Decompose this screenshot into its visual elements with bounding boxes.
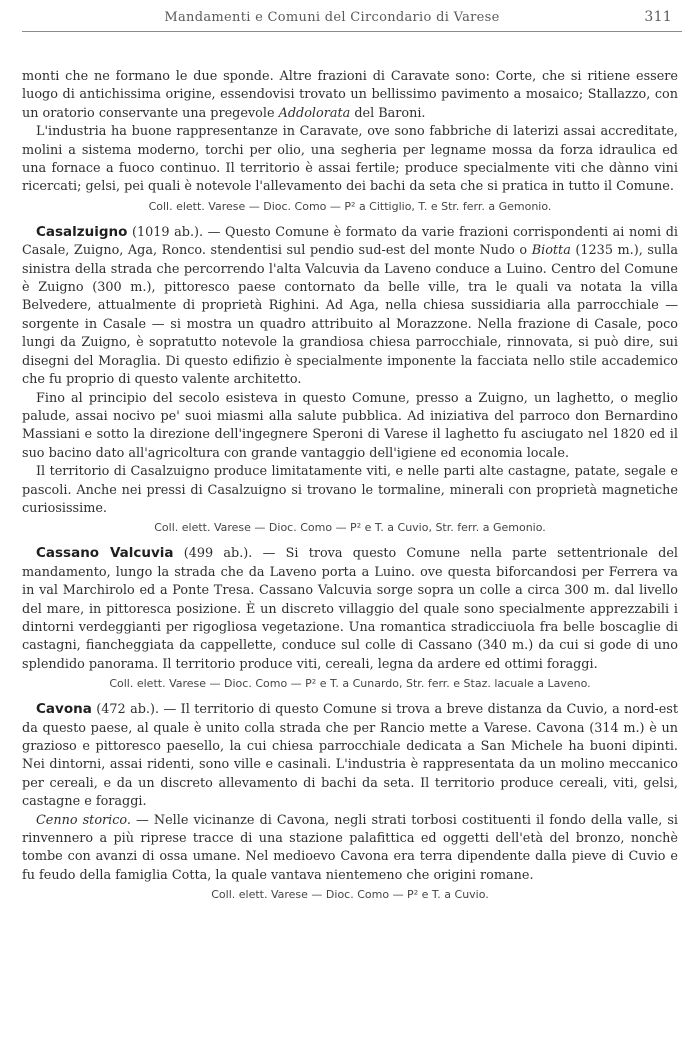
italic-text: Biotta	[531, 243, 571, 259]
page-number: 311	[644, 9, 672, 25]
page-body	[22, 68, 678, 909]
paragraph	[22, 812, 678, 886]
text-run: (499 ab.). — Si trova questo Comune nella parte settentrionale del mandamento, lungo la strada che da Laveno porta a Luino. ove questa biforcandosi per Ferrera va in val Marchirolo ed a Ponte Tresa. Cassano Valcuvia sorge sopra un colle a circa 300 m. dal livello del mare, in pittoresca posizione. È un discreto villaggio del quale sono specialmente apprezzabili i dintorni verdeggianti per rigogliosa vegetazione. Una romantica stradicciuola fra belle boscaglie di castagni, fiancheggiata da cappellette, conduce sul colle di Cassano (340 m.) da cui si gode di uno splendido panorama. Il territorio produce viti, cereali, legna da ardere ed ottimi foraggi.	[22, 546, 678, 672]
paragraph: L'industria ha buone rappresentanze in Caravate, ove sono fabbriche di laterizi assai accreditate, molini a sistema moderno, torchi per olio, una segheria per legname mossa da forza idraulica ed una fornace a fuoco continuo. Il territorio è assai fertile; produce specialmente viti che dànno vini ricercati; gelsi, pei quali è notevole l'allevamento dei bachi da seta che si pratica in tutto il Comune.	[22, 124, 678, 195]
electoral-note: Coll. elett. Varese — Dioc. Como — P² e T. a Cuvio, Str. ferr. a Gemonio.	[154, 521, 546, 535]
entry-title: Cavona	[36, 701, 92, 718]
electoral-note: Coll. elett. Varese — Dioc. Como — P² e T. a Cuvio.	[211, 888, 489, 902]
text-run: (1019 ab.). — Questo Comune è formato da varie frazioni corrispondenti ai nomi di Casale, Zuigno, Aga, Ronco. stendentisi sul pendio sud-est del monte Nudo o	[22, 224, 678, 259]
paragraph	[22, 68, 678, 123]
running-title: Mandamenti e Comuni del Circondario di Varese	[164, 10, 500, 25]
text-run: (472 ab.). — Il territorio di questo Comune si trova a breve distanza da Cuvio, a nord-est da questo paese, al quale è unito colla strada che per Rancio mette a Varese. Cavona (314 m.) è un grazioso e pittoresco paesello, la cui chiesa parrocchiale dedicata a San Michele ha buoni dipinti. Nei dintorni, assai ridenti, sono ville e casinali. L'industria è rappresentata da un molino meccanico per cereali, e da un discreto allevamento di bachi da seta. Il territorio produce cereali, viti, gelsi, castagne e foraggi.	[22, 702, 678, 810]
entry-cassano-valcuvia	[22, 544, 678, 674]
paragraph: Fino al principio del secolo esisteva in questo Comune, presso a Zuigno, un laghetto, o meglio palude, assai nocivo pe' suoi miasmi alla salute pubblica. Ad iniziativa del parroco don Bernardino Massiani e sotto la direzione dell'ingegnere Speroni di Varese il laghetto fu asciugato nel 1820 ed il suo bacino dato all'agricoltura con grande vantaggio dell'igiene ed economia locale.	[22, 390, 678, 461]
section-label: Cenno storico.	[36, 812, 131, 828]
italic-text: Addolorata	[278, 105, 351, 121]
running-header	[22, 10, 682, 32]
text-run: del Baroni.	[350, 105, 426, 121]
entry-title: Cassano Valcuvia	[36, 545, 174, 562]
text-run: — Nelle vicinanze di Cavona, negli strati torbosi costituenti il fondo della valle, si rinvennero a più riprese tracce di una stazione palafitticа ed oggetti dell'età del bronzo, nonchè tombe con avanzi di ossa umane. Nel medioevo Cavona era terra dipendente dalla pieve di Cuvio e fu feudo della famiglia Cotta, la quale vantava nientemeno che origini romane.	[22, 812, 678, 883]
paragraph: Il territorio di Casalzuigno produce limitatamente viti, e nelle parti alte castagne, patate, segale e pascoli. Anche nei pressi di Casalzuigno si trovano le tormaline, minerali con proprietà magnetiche curiosissime.	[22, 464, 678, 516]
entry-title: Casalzuigno	[36, 223, 128, 240]
electoral-note: Coll. elett. Varese — Dioc. Como — P² a Cittiglio, T. e Str. ferr. a Gemonio.	[148, 199, 552, 213]
electoral-note: Coll. elett. Varese — Dioc. Como — P² e T. a Cunardo, Str. ferr. e Staz. lacuale a Laveno.	[109, 677, 591, 691]
entry-casalzuigno	[22, 223, 678, 390]
entry-cavona	[22, 700, 678, 811]
text-run: monti che ne formano le due sponde. Altre frazioni di Caravate sono: Corte, che si ritiene essere luogo di antichissima origine, essendovisi trovato un bellissimo pavimento a mosaico; Stallazzo, con un oratorio conservante una pregevole	[22, 69, 678, 121]
text-run: (1235 m.), sulla sinistra della strada che percorrendo l'alta Valcuvia da Laveno conduce a Luino. Centro del Comune è Zuigno (300 m.), pittoresco paese contornato da belle ville, tra le quali va notata la villa Belvedere, attualmente di proprietà Righini. Ad Aga, nella chiesa sussidiaria alla parrocchiale — sorgente in Casale — si mostra un quadro attribuito al Morazzone. Nella frazione di Casale, poco lungi da Zuigno, è sopratutto notevole la grandiosa chiesa parrocchiale, rinnovata, si può dire, sui disegni del Moraglia. Di questo edifizio è specialmente imponente la facciata nello stile accademico che fu proprio di questo valente architetto.	[22, 243, 678, 388]
